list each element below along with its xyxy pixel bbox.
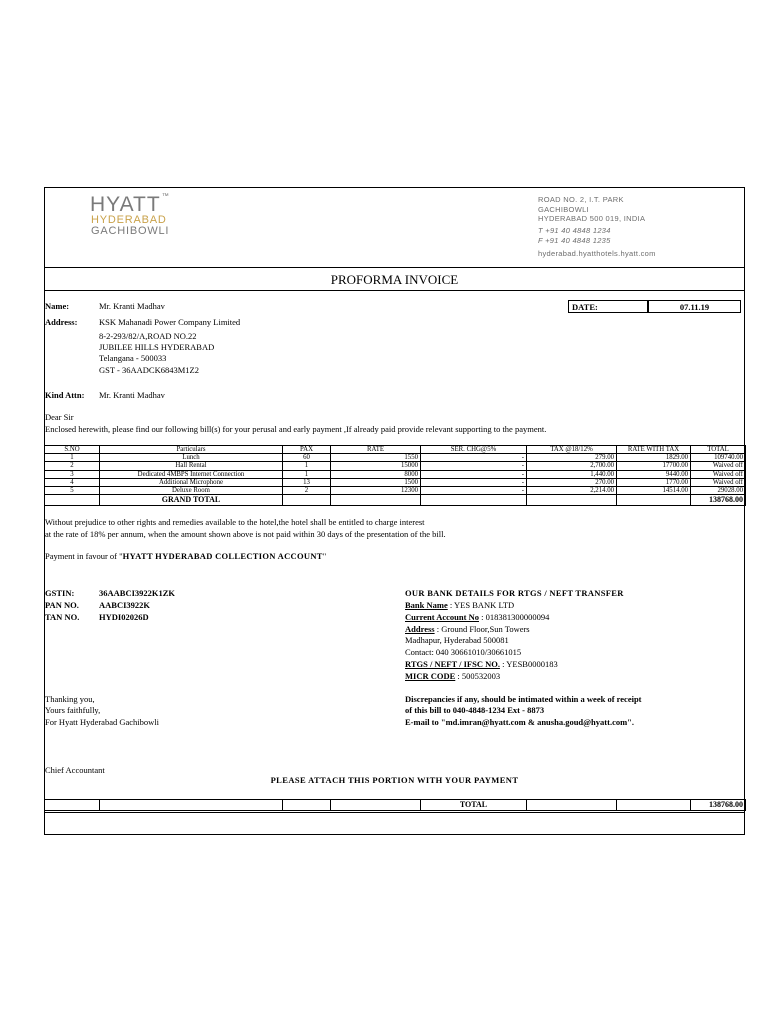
cell-total: 29028.00 bbox=[691, 487, 746, 495]
total-spacer bbox=[283, 800, 331, 811]
cell-total: Waived off bbox=[691, 470, 746, 478]
ifsc-label: RTGS / NEFT / IFSC NO. bbox=[405, 659, 500, 669]
attention-name: Mr. Kranti Madhav bbox=[99, 390, 165, 400]
bank-name-row bbox=[405, 600, 514, 610]
cell-rate: 12300 bbox=[331, 487, 421, 495]
total-spacer bbox=[527, 800, 617, 811]
table-row bbox=[45, 454, 746, 462]
logo-main-text: HYATT bbox=[90, 193, 161, 216]
terms-line: Without prejudice to other rights and remedies available to the hotel,the hotel shall be entitled to charge interest bbox=[45, 517, 425, 527]
cell-sno: 3 bbox=[45, 470, 100, 478]
address-label: Address: bbox=[45, 317, 78, 327]
cell-service-charge: - bbox=[421, 462, 527, 470]
terms-line: at the rate of 18% per annum, when the amount shown above is not paid within 30 days of the presentation of the bill. bbox=[45, 529, 446, 539]
column-header: SER. CHG@5% bbox=[421, 446, 527, 454]
discrepancy-line: Discrepancies if any, should be intimated within a week of receipt bbox=[405, 694, 642, 704]
cell-total: Waived off bbox=[691, 478, 746, 486]
account-label: Current Account No bbox=[405, 612, 479, 622]
customer-address-line: Telangana - 500033 bbox=[99, 353, 167, 363]
cell-rate: 1550 bbox=[331, 454, 421, 462]
cell-sno: 4 bbox=[45, 478, 100, 486]
micr-label: MICR CODE bbox=[405, 671, 456, 681]
items-table bbox=[44, 445, 746, 506]
column-header: TAX @18/12% bbox=[527, 446, 617, 454]
cell-particulars: Additional Microphone bbox=[100, 478, 283, 486]
total-strip bbox=[44, 799, 746, 811]
gstin-value: 36AABCI3922K1ZK bbox=[99, 588, 176, 598]
grand-total-spacer bbox=[283, 495, 331, 506]
cell-sno: 1 bbox=[45, 454, 100, 462]
pan-value: AABCI3922K bbox=[99, 600, 151, 610]
cell-service-charge: - bbox=[421, 478, 527, 486]
table-row bbox=[45, 487, 746, 495]
grand-total-spacer bbox=[421, 495, 527, 506]
cell-particulars: Deluxe Room bbox=[100, 487, 283, 495]
total-spacer bbox=[617, 800, 691, 811]
tan-label: TAN NO. bbox=[45, 612, 80, 622]
bank-address-value: : Ground Floor,Sun Towers bbox=[434, 624, 530, 634]
total-value: 138768.00 bbox=[691, 800, 746, 811]
cell-tax: 279.00 bbox=[527, 454, 617, 462]
account-value: : 018381300000094 bbox=[478, 612, 550, 622]
column-header: Particulars bbox=[100, 446, 283, 454]
micr-row bbox=[405, 671, 500, 681]
total-row bbox=[45, 800, 746, 811]
cell-pax: 1 bbox=[283, 470, 331, 478]
column-header: S.NO bbox=[45, 446, 100, 454]
ifsc-value: : YESB0000183 bbox=[499, 659, 558, 669]
cell-service-charge: - bbox=[421, 487, 527, 495]
cell-particulars: Dedicated 4MBPS Internet Connection bbox=[100, 470, 283, 478]
cell-tax: 270.00 bbox=[527, 478, 617, 486]
table-header-row bbox=[45, 446, 746, 454]
customer-address-line: KSK Mahanadi Power Company Limited bbox=[99, 317, 241, 327]
letter-body: Enclosed herewith, please find our following bill(s) for your perusal and early payment ,If already paid provide relevant supporting to the payment. bbox=[45, 424, 547, 434]
table-row bbox=[45, 462, 746, 470]
cell-tax: 2,214.00 bbox=[527, 487, 617, 495]
cell-sno: 5 bbox=[45, 487, 100, 495]
salutation: Dear Sir bbox=[45, 412, 74, 422]
column-header: RATE WITH TAX bbox=[617, 446, 691, 454]
bank-name-value: : YES BANK LTD bbox=[447, 600, 515, 610]
attach-note: PLEASE ATTACH THIS PORTION WITH YOUR PAYMENT bbox=[270, 775, 519, 785]
signatory: Chief Accountant bbox=[45, 765, 105, 775]
logo-area: GACHIBOWLI bbox=[91, 225, 170, 237]
cell-rate-with-tax: 1829.00 bbox=[617, 454, 691, 462]
cell-tax: 2,700.00 bbox=[527, 462, 617, 470]
cell-service-charge: - bbox=[421, 454, 527, 462]
closing-line: Yours faithfully, bbox=[45, 705, 101, 715]
payment-account-name: HYATT HYDERABAD COLLECTION ACCOUNT bbox=[122, 551, 323, 561]
total-spacer bbox=[331, 800, 421, 811]
payment-prefix: Payment in favour of " bbox=[45, 551, 123, 561]
date-label: DATE: bbox=[568, 300, 648, 313]
ifsc-row bbox=[405, 659, 558, 669]
bank-address-line2: Madhapur, Hyderabad 500081 bbox=[405, 635, 509, 645]
cell-pax: 2 bbox=[283, 487, 331, 495]
cell-pax: 1 bbox=[283, 462, 331, 470]
attention-label: Kind Attn: bbox=[45, 390, 85, 400]
payment-suffix: " bbox=[322, 551, 327, 561]
cell-rate-with-tax: 9440.00 bbox=[617, 470, 691, 478]
cell-service-charge: - bbox=[421, 470, 527, 478]
cell-pax: 60 bbox=[283, 454, 331, 462]
payment-favour bbox=[45, 551, 326, 561]
hotel-address-line: GACHIBOWLI bbox=[538, 205, 589, 214]
hotel-fax: F +91 40 4848 1235 bbox=[538, 236, 611, 245]
footer-divider bbox=[44, 812, 745, 813]
logo-trademark: ™ bbox=[161, 193, 170, 200]
cell-rate-with-tax: 17700.00 bbox=[617, 462, 691, 470]
cell-rate: 1500 bbox=[331, 478, 421, 486]
bank-heading: OUR BANK DETAILS FOR RTGS / NEFT TRANSFER bbox=[405, 588, 624, 598]
cell-particulars: Lunch bbox=[100, 454, 283, 462]
title-divider bbox=[44, 290, 745, 291]
table-row bbox=[45, 478, 746, 486]
discrepancy-email: E-mail to "md.imran@hyatt.com & anusha.goud@hyatt.com". bbox=[405, 717, 635, 727]
total-label: TOTAL bbox=[421, 800, 527, 811]
hotel-address-line: HYDERABAD 500 019, INDIA bbox=[538, 214, 646, 223]
account-row bbox=[405, 612, 549, 622]
column-header: RATE bbox=[331, 446, 421, 454]
discrepancy-line: of this bill to 040-4848-1234 Ext - 8873 bbox=[405, 705, 545, 715]
cell-rate-with-tax: 1770.00 bbox=[617, 478, 691, 486]
cell-pax: 13 bbox=[283, 478, 331, 486]
grand-total-value: 138768.00 bbox=[691, 495, 746, 506]
cell-sno: 2 bbox=[45, 462, 100, 470]
cell-rate: 8000 bbox=[331, 470, 421, 478]
cell-total: 109740.00 bbox=[691, 454, 746, 462]
customer-address-line: JUBILEE HILLS HYDERABAD bbox=[99, 342, 215, 352]
grand-total-spacer bbox=[527, 495, 617, 506]
logo-city: HYDERABAD bbox=[91, 214, 167, 226]
bank-name-label: Bank Name bbox=[405, 600, 448, 610]
date-value: 07.11.19 bbox=[648, 300, 741, 313]
cell-tax: 1,440.00 bbox=[527, 470, 617, 478]
grand-total-spacer bbox=[331, 495, 421, 506]
table-row bbox=[45, 470, 746, 478]
customer-address-line: 8-2-293/82/A,ROAD NO.22 bbox=[99, 331, 197, 341]
name-label: Name: bbox=[45, 301, 70, 311]
gstin-label: GSTIN: bbox=[45, 588, 75, 598]
grand-total-spacer bbox=[617, 495, 691, 506]
invoice-title: PROFORMA INVOICE bbox=[330, 272, 459, 287]
grand-total-label: GRAND TOTAL bbox=[100, 495, 283, 506]
cell-rate-with-tax: 14514.00 bbox=[617, 487, 691, 495]
cell-rate: 15000 bbox=[331, 462, 421, 470]
tan-value: HYDI02026D bbox=[99, 612, 149, 622]
customer-name: Mr. Kranti Madhav bbox=[99, 301, 165, 311]
closing-line: Thanking you, bbox=[45, 694, 95, 704]
bank-address-row bbox=[405, 624, 530, 634]
pan-label: PAN NO. bbox=[45, 600, 79, 610]
micr-value: : 500532003 bbox=[455, 671, 501, 681]
bank-contact: Contact: 040 30661010/30661015 bbox=[405, 647, 522, 657]
cell-particulars: Hall Rental bbox=[100, 462, 283, 470]
bank-address-label: Address bbox=[405, 624, 435, 634]
total-spacer bbox=[100, 800, 283, 811]
hotel-phone: T +91 40 4848 1234 bbox=[538, 226, 611, 235]
customer-gst: GST - 36AADCK6843M1Z2 bbox=[99, 365, 199, 375]
hotel-website: hyderabad.hyatthotels.hyatt.com bbox=[538, 249, 656, 258]
header-divider bbox=[44, 267, 745, 268]
column-header: TOTAL bbox=[691, 446, 746, 454]
column-header: PAX bbox=[283, 446, 331, 454]
grand-total-spacer bbox=[45, 495, 100, 506]
hotel-address-line: ROAD NO. 2, I.T. PARK bbox=[538, 195, 624, 204]
closing-line: For Hyatt Hyderabad Gachibowli bbox=[45, 717, 160, 727]
total-spacer bbox=[45, 800, 100, 811]
grand-total-row bbox=[45, 495, 746, 506]
cell-total: Waived off bbox=[691, 462, 746, 470]
